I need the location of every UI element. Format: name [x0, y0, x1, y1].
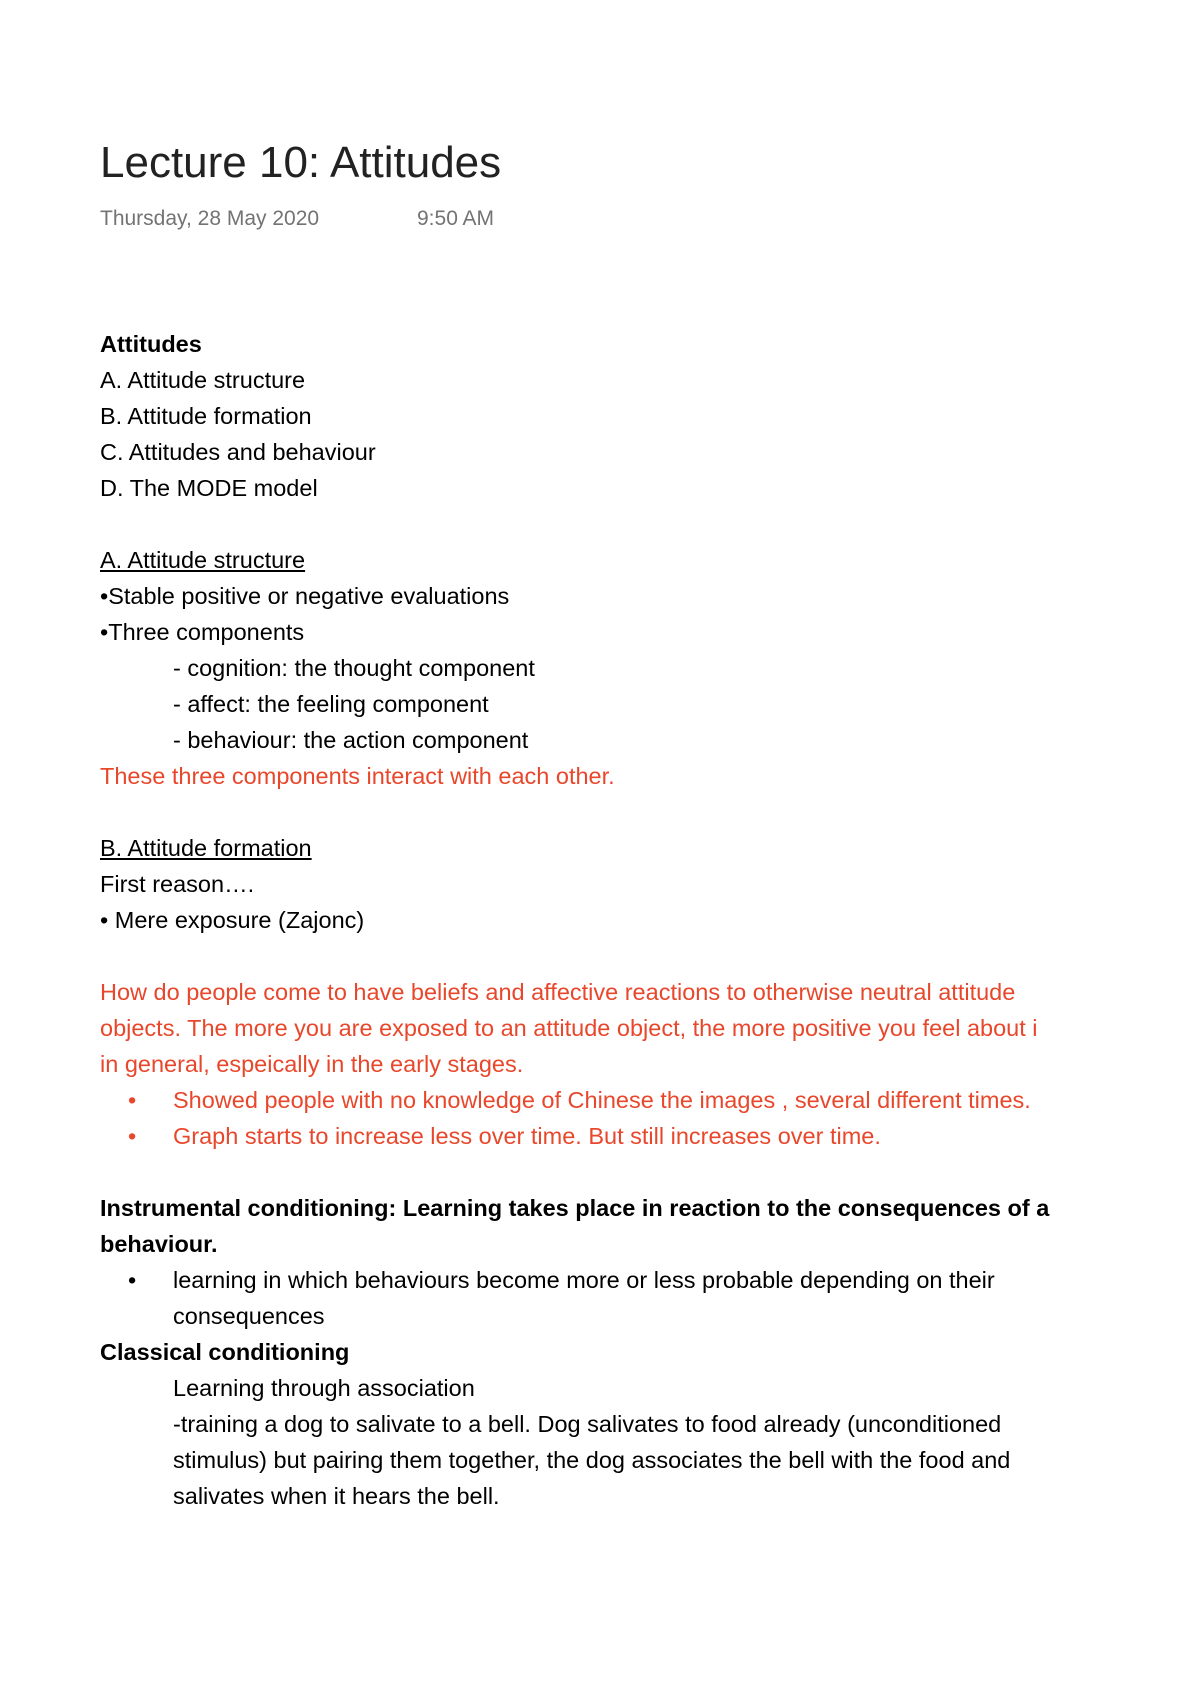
section-a-heading: A. Attitude structure: [100, 547, 306, 573]
mere-exposure: • Mere exposure (Zajonc): [100, 907, 365, 933]
note-body: [100, 326, 1200, 1514]
explanation-line: How do people come to have beliefs and affective reactions to otherwise neutral attitude: [100, 979, 1016, 1005]
classical-line: stimulus) but pairing them together, the dog associates the bell with the food and: [173, 1447, 1011, 1473]
component-item: - cognition: the thought component: [173, 655, 535, 681]
page-time: 9:50 AM: [417, 207, 495, 230]
outline-item: A. Attitude structure: [100, 367, 306, 393]
instrumental-heading: behaviour.: [100, 1231, 218, 1257]
page-title: Lecture 10: Attitudes: [100, 138, 502, 187]
section-a-bullet: •Stable positive or negative evaluations: [100, 583, 510, 609]
bullet-symbol: •: [128, 1123, 137, 1149]
explanation-line: in general, espeically in the early stages.: [100, 1051, 524, 1077]
explanation-bullet-text: Showed people with no knowledge of Chinese the images , several different times.: [173, 1087, 1031, 1113]
page-date: Thursday, 28 May 2020: [100, 207, 320, 230]
bullet-symbol: •: [128, 1267, 137, 1293]
section-a-note: These three components interact with each other.: [100, 763, 615, 789]
classical-line: Learning through association: [173, 1375, 475, 1401]
spacer: [100, 794, 1200, 830]
outline-item: D. The MODE model: [100, 475, 318, 501]
component-item: - affect: the feeling component: [173, 691, 489, 717]
outline-item: C. Attitudes and behaviour: [100, 439, 376, 465]
explanation-bullet: [100, 1082, 1200, 1118]
bullet-symbol: •: [128, 1087, 137, 1113]
instrumental-bullet-text: learning in which behaviours become more or less probable depending on their: [173, 1267, 995, 1293]
classical-line: -training a dog to salivate to a bell. Dog salivates to food already (unconditioned: [173, 1411, 1002, 1437]
explanation-bullet-text: Graph starts to increase less over time. But still increases over time.: [173, 1123, 881, 1149]
spacer: [100, 506, 1200, 542]
explanation-bullet: [100, 1118, 1200, 1154]
section-b-heading: B. Attitude formation: [100, 835, 312, 861]
instrumental-bullet-continuation: consequences: [173, 1303, 325, 1329]
classical-heading: Classical conditioning: [100, 1339, 350, 1365]
classical-line: salivates when it hears the bell.: [173, 1483, 500, 1509]
section-a-bullet: •Three components: [100, 619, 305, 645]
outline-heading: Attitudes: [100, 331, 202, 357]
instrumental-bullet: [100, 1262, 1200, 1298]
explanation-line: objects. The more you are exposed to an attitude object, the more positive you feel about i: [100, 1015, 1038, 1041]
spacer: [100, 1154, 1200, 1190]
instrumental-heading: Instrumental conditioning: Learning takes place in reaction to the consequences of a: [100, 1195, 1050, 1221]
outline-item: B. Attitude formation: [100, 403, 312, 429]
spacer: [100, 938, 1200, 974]
component-item: - behaviour: the action component: [173, 727, 529, 753]
first-reason: First reason….: [100, 871, 255, 897]
